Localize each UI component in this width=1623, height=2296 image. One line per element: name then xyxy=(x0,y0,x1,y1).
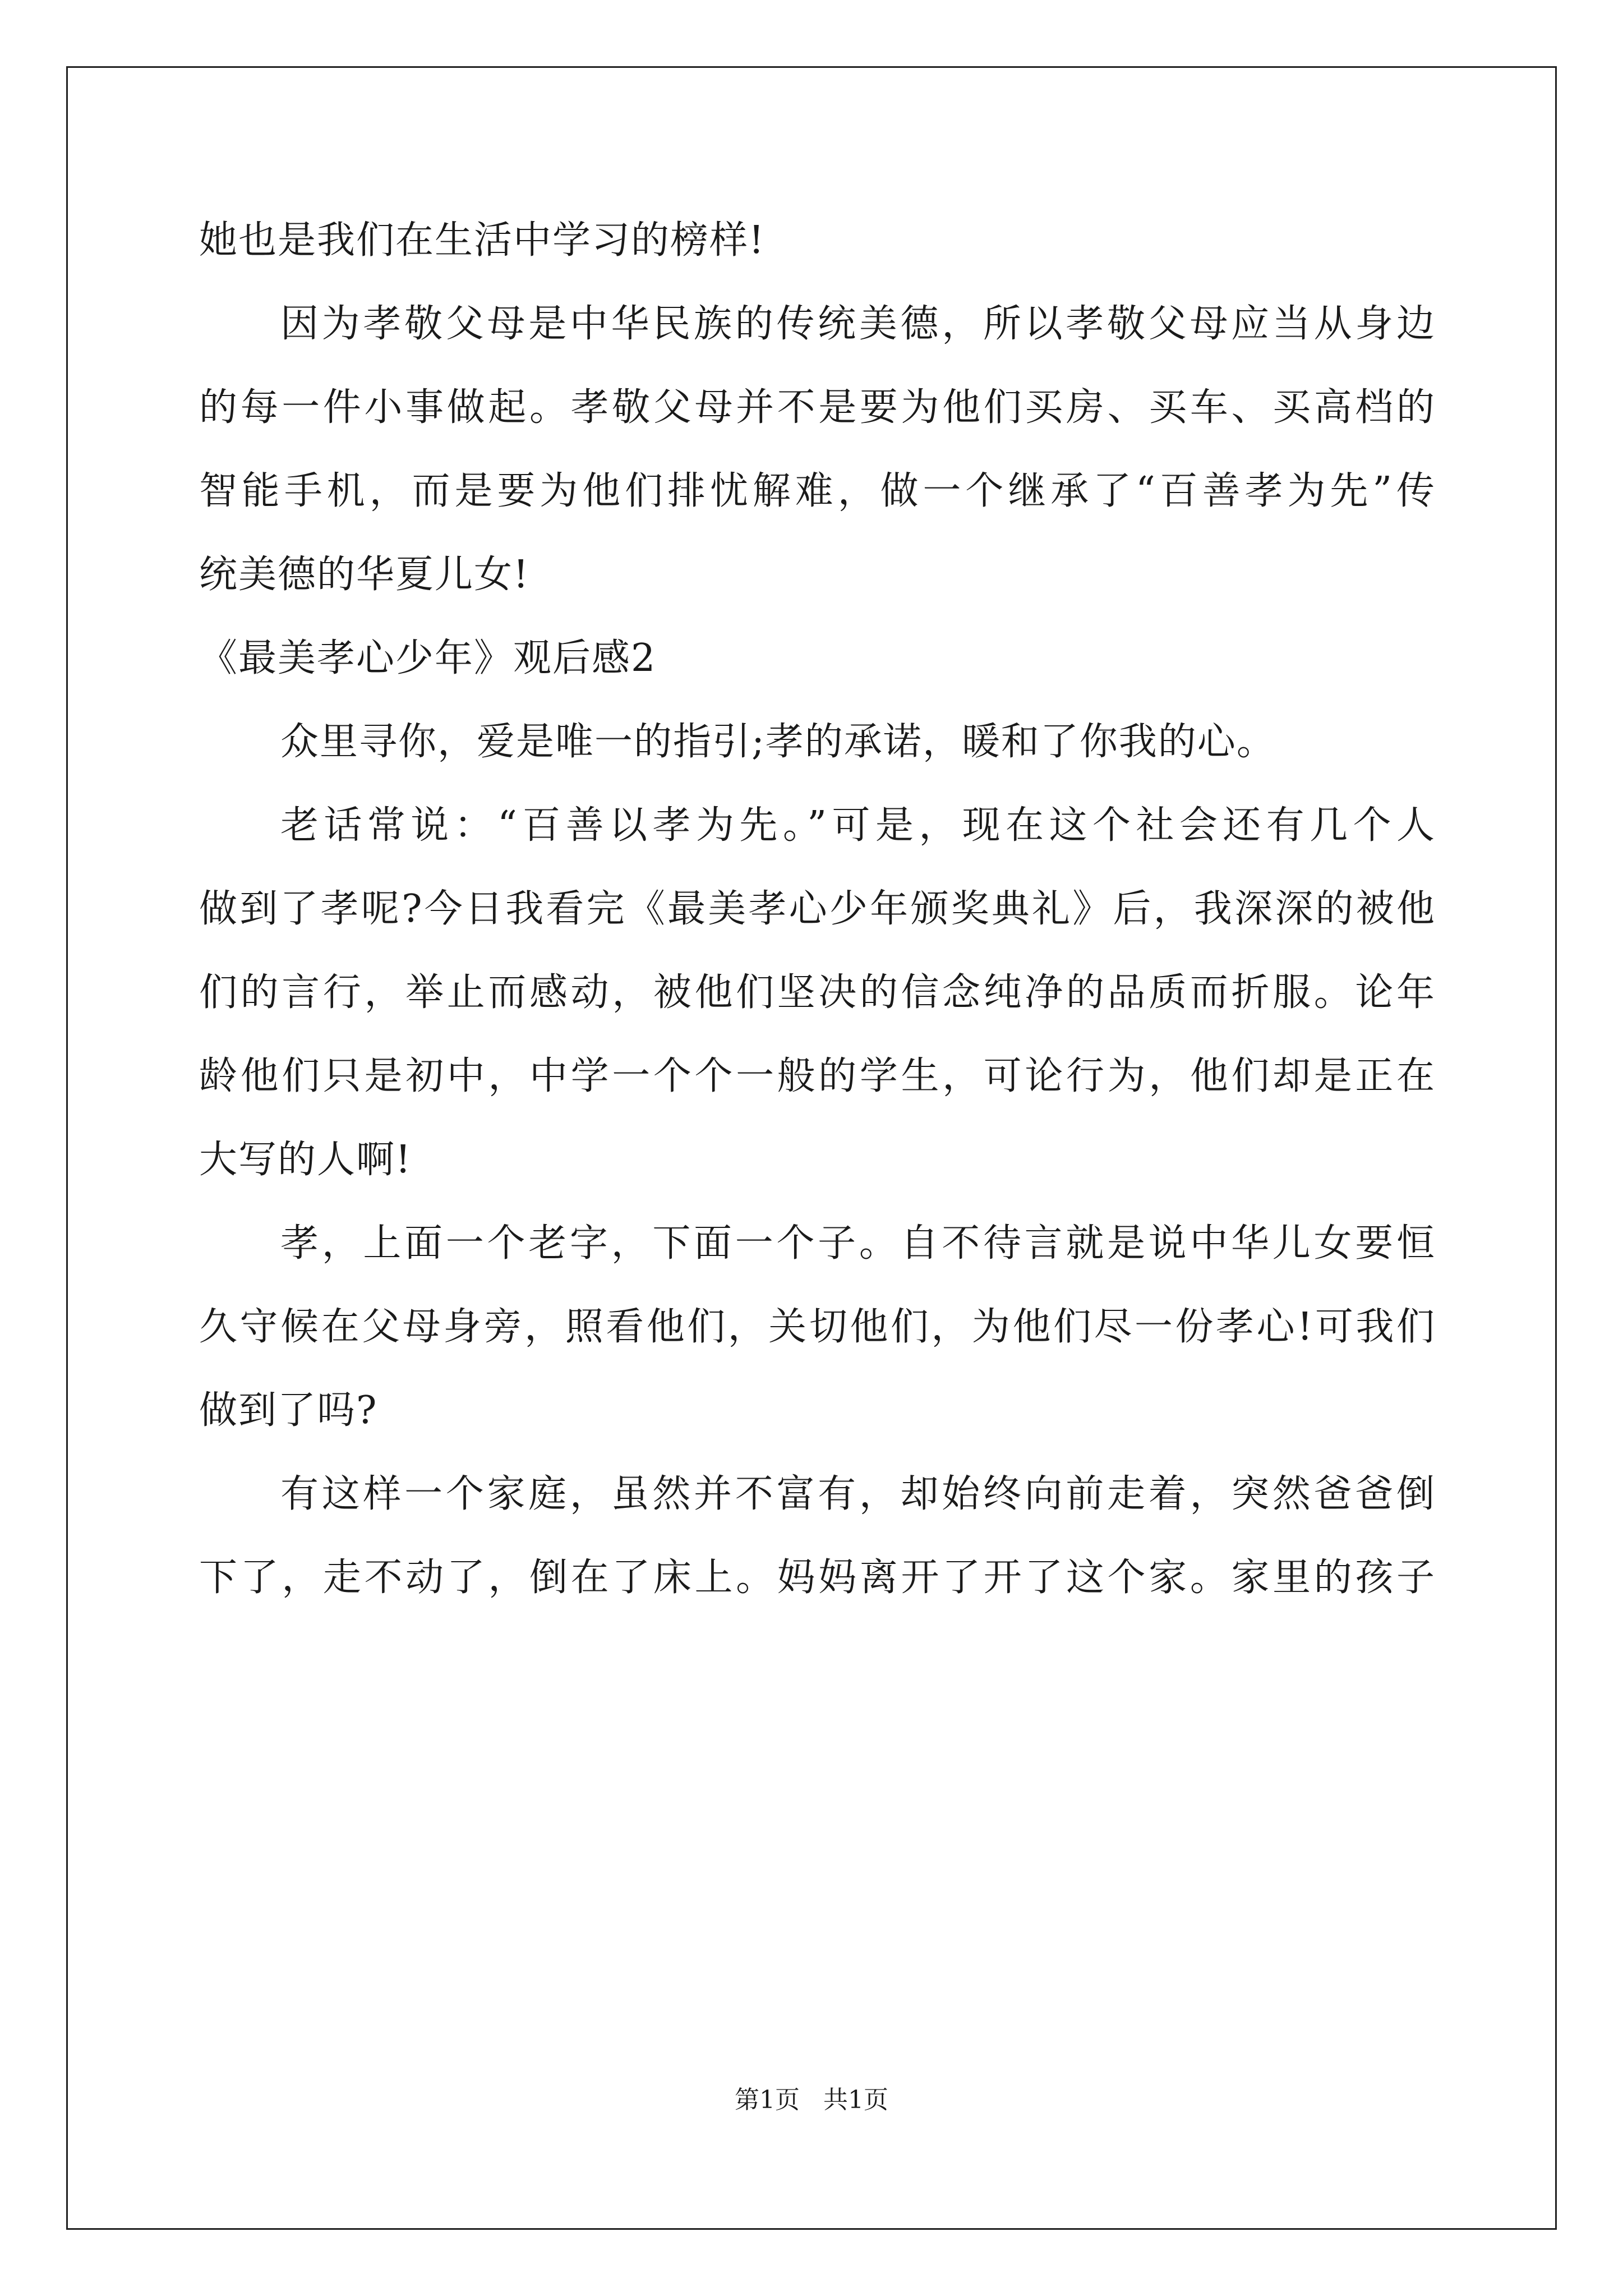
text-line-4: 智能手机，而是要为他们排忧解难，做一个继承了“百善孝为先”传 xyxy=(199,469,1436,513)
document-body xyxy=(199,218,1436,1642)
section-heading: 《最美孝心少年》观后感2 xyxy=(199,636,657,680)
text-line-11: 龄他们只是初中，中学一个个一般的学生，可论行为，他们却是正在 xyxy=(199,1054,1436,1098)
text-line-1: 她也是我们在生活中学习的榜样! xyxy=(199,218,766,263)
text-line-16: 有这样一个家庭，虽然并不富有，却始终向前走着，突然爸爸倒 xyxy=(280,1472,1436,1516)
page-footer: 第1页 共1页 xyxy=(735,2086,888,2114)
text-line-10: 们的言行，举止而感动，被他们坚决的信念纯净的品质而折服。论年 xyxy=(199,970,1436,1015)
text-line-3: 的每一件小事做起。孝敬父母并不是要为他们买房、买车、买高档的 xyxy=(199,385,1436,430)
text-line-8: 老话常说：“百善以孝为先。”可是，现在这个社会还有几个人 xyxy=(280,803,1436,848)
text-line-2: 因为孝敬父母是中华民族的传统美德，所以孝敬父母应当从身边 xyxy=(280,302,1436,346)
text-line-17: 下了，走不动了，倒在了床上。妈妈离开了开了这个家。家里的孩子 xyxy=(199,1556,1436,1600)
text-line-13: 孝，上面一个老字，下面一个子。自不待言就是说中华儿女要恒 xyxy=(280,1221,1436,1266)
text-line-9: 做到了孝呢?今日我看完《最美孝心少年颁奖典礼》后，我深深的被他 xyxy=(199,887,1436,931)
text-line-14: 久守候在父母身旁，照看他们，关切他们，为他们尽一份孝心!可我们 xyxy=(199,1305,1436,1349)
text-line-15: 做到了吗? xyxy=(199,1388,378,1433)
text-line-12: 大写的人啊! xyxy=(199,1138,412,1182)
text-line-7: 众里寻你，爱是唯一的指引;孝的承诺，暖和了你我的心。 xyxy=(280,720,1276,764)
text-line-5: 统美德的华夏儿女! xyxy=(199,553,530,597)
